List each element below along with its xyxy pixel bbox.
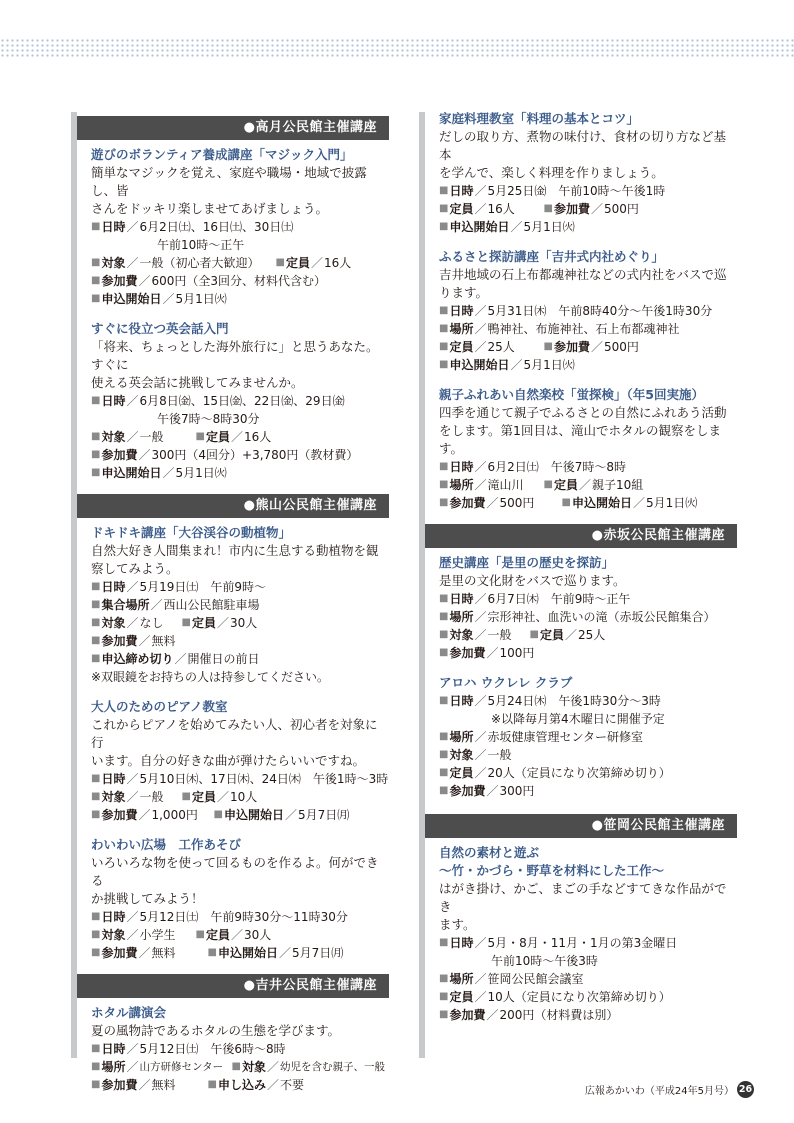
date-row-cont: 午前10時～午後3時 [491, 954, 598, 968]
header-dot-band [0, 38, 794, 58]
cap-row: ■ 定員 ／ 25人 ■ 参加費 ／ 500円 [439, 340, 639, 354]
date-row: ■ 日時 ／ 5月12日㈯ 午前9時30分～11時30分 [91, 910, 348, 924]
fee-row: ■ 参加費 ／ 無料 ■ 申込開始日 ／ 5月7日㈪ [91, 946, 344, 960]
page-number: 26 [737, 1081, 754, 1098]
sasaoka-section-header: ●笹岡公民館主催講座 [425, 814, 737, 838]
course-desc: 吉井地域の石上布都魂神社などの式内社をバスで巡 [439, 267, 727, 282]
date-row: ■ 日時 ／ 6月2日㈯ 午後7時～8時 [439, 460, 627, 474]
course-desc: います。自分の好きな曲が弾けたらいいですね。 [91, 753, 366, 768]
start-row: ■ 申込開始日 ／ 5月1日㈫ [91, 292, 227, 306]
course-firefly-lecture [91, 1004, 389, 1094]
cap-row: ■ 定員 ／ 10人（定員になり次第締め切り） [439, 990, 671, 1004]
page-footer [585, 1081, 754, 1098]
course-desc: 四季を通じて親子でふるさとの自然にふれあう活動 [439, 405, 727, 420]
course-desc: 使える英会話に挑戦してみませんか。 [91, 375, 304, 390]
date-row: ■ 日時 ／ 6月8日㈮、15日㈮、22日㈮、29日㈮ [91, 394, 345, 408]
course-desc: 簡単なマジックを覚え、家庭や職場・地域で披露し、皆 [91, 165, 367, 198]
date-row: ■ 日時 ／ 5月10日㈭、17日㈭、24日㈭ 午後1時～3時 [91, 772, 389, 786]
course-desc: 是里の文化財をバスで巡ります。 [439, 573, 626, 588]
fee-row: ■ 参加費 ／ 300円（4回分）+3,780円（教材費） [91, 448, 359, 462]
place-row: ■ 場所 ／ 赤坂健康管理センター研修室 [439, 730, 644, 744]
course-desc: いろいろな物を使って回るものを作るよ。何ができる [91, 855, 379, 888]
course-cooking [439, 110, 737, 236]
place-row: ■ 場所 ／ 滝山川 ■ 定員 ／ 親子10組 [439, 478, 644, 492]
course-title: すぐに役立つ英会話入門 [91, 321, 229, 336]
course-title: 自然の素材と遊ぶ [439, 845, 540, 860]
course-title: わいわい広場 工作あそび [91, 837, 242, 852]
fee-row: ■ 参加費 ／ 無料 [91, 634, 176, 648]
course-magic [91, 146, 389, 308]
kumayama-section-header: ●熊山公民館主催講座 [77, 494, 389, 518]
course-desc: ります。 [439, 285, 489, 300]
right-column [425, 104, 737, 1036]
course-ukulele [439, 674, 737, 800]
start-row: ■ 申込開始日 ／ 5月1日㈫ [439, 220, 575, 234]
course-title: 歴史講座「是里の歴史を探訪」 [439, 555, 615, 570]
footer-publication: 広報あかいわ（平成24年5月号） [584, 1086, 734, 1097]
cap-row: ■ 定員 ／ 20人（定員になり次第締め切り） [439, 766, 671, 780]
course-piano [91, 698, 389, 824]
fee-row: ■ 参加費 ／ 無料 ■ 申し込み ／ 不要 [91, 1078, 304, 1092]
target-row: ■ 対象 ／ 一般（初心者大歓迎） ■ 定員 ／ 16人 [91, 256, 352, 270]
course-desc: これからピアノを始めてみたい人、初心者を対象に行 [91, 717, 378, 750]
note: ※双眼鏡をお持ちの人は持参してください。 [91, 670, 330, 684]
start-row: ■ 申込開始日 ／ 5月1日㈫ [91, 466, 227, 480]
course-desc: はがき掛け、かご、まごの手などすてきな作品ができ [439, 881, 727, 914]
deadline-row: ■ 申込締め切り ／ 開催日の前日 [91, 652, 260, 666]
date-row-cont: 午後7時～8時30分 [157, 412, 260, 426]
course-desc: だしの取り方、煮物の味付け、食材の切り方など基本 [439, 129, 727, 162]
course-title: 家庭料理教室「料理の基本とコツ」 [439, 111, 640, 126]
course-desc: 自然大好き人間集まれ！市内に生息する動植物を観 [91, 543, 379, 558]
yoshii-section-header: ●吉井公民館主催講座 [77, 974, 389, 998]
left-column [77, 112, 389, 1106]
date-row: ■ 日時 ／ 5月・8月・11月・1月の第3金曜日 [439, 936, 678, 950]
date-row: ■ 日時 ／ 6月7日㈭ 午前9時～正午 [439, 592, 631, 606]
takatsuki-section-header: ●高月公民館主催講座 [77, 116, 389, 140]
date-row: ■ 日時 ／ 5月31日㈭ 午前8時40分～午後1時30分 [439, 304, 713, 318]
date-row-cont: 午前10時～正午 [157, 238, 245, 252]
course-title: 大人のためのピアノ教室 [91, 699, 228, 714]
course-nature-craft [439, 844, 737, 1024]
course-title: ドキドキ講座「大谷渓谷の動植物」 [91, 525, 292, 540]
fee-row: ■ 参加費 ／ 300円 [439, 784, 535, 798]
course-desc: 察してみよう。 [91, 561, 179, 576]
course-shrines [439, 248, 737, 374]
target-row: ■ 対象 ／ 小学生 ■ 定員 ／ 30人 [91, 928, 272, 942]
fee-row: ■ 参加費 ／ 1,000円 ■ 申込開始日 ／ 5月7日㈪ [91, 808, 350, 822]
date-row: ■ 日時 ／ 5月19日㈯ 午前9時～ [91, 580, 267, 594]
target-row: ■ 対象 ／ 一般 [439, 748, 512, 762]
course-title: ふるさと探訪講座「吉井式内社めぐり」 [439, 249, 665, 264]
course-title: 親子ふれあい自然楽校「蛍探検」（年5回実施） [439, 387, 704, 402]
akasaka-section-header: ●赤坂公民館主催講座 [425, 524, 737, 548]
course-history [439, 554, 737, 662]
place-row: ■ 場所 ／ 山方研修センター ■ 対象 ／ 幼児を含む親子、一般 [91, 1060, 385, 1074]
course-craft [91, 836, 389, 962]
date-row: ■ 日時 ／ 6月2日㈯、16日㈯、30日㈯ [91, 220, 294, 234]
course-firefly-explore [439, 386, 737, 512]
course-title: アロハ ウクレレ クラブ [439, 675, 573, 690]
course-desc: か挑戦してみよう！ [91, 891, 204, 906]
place-row: ■ 場所 ／ 笹岡公民館会議室 [439, 972, 584, 986]
cap-row: ■ 定員 ／ 16人 ■ 参加費 ／ 500円 [439, 202, 639, 216]
fee-row: ■ 参加費 ／ 600円（全3回分、材料代含む） [91, 274, 327, 288]
date-row: ■ 日時 ／ 5月12日㈯ 午後6時～8時 [91, 1042, 286, 1056]
target-row: ■ 対象 ／ 一般 ■ 定員 ／ 10人 [91, 790, 258, 804]
course-title: ホタル講演会 [91, 1005, 167, 1020]
date-row: ■ 日時 ／ 5月25日㈮ 午前10時～午後1時 [439, 184, 666, 198]
target-row: ■ 対象 ／ なし ■ 定員 ／ 30人 [91, 616, 258, 630]
target-row: ■ 対象 ／ 一般 ■ 定員 ／ 25人 [439, 628, 606, 642]
start-row: ■ 申込開始日 ／ 5月1日㈫ [439, 358, 575, 372]
course-desc: さんをドッキリ楽しませてあげましょう。 [91, 201, 329, 216]
fee-row: ■ 参加費 ／ 100円 [439, 646, 535, 660]
course-desc: 「将来、ちょっとした海外旅行に」と思うあなた。すぐに [91, 339, 379, 372]
course-otani [91, 524, 389, 686]
fee-row: ■ 参加費 ／ 200円（材料費は別） [439, 1008, 619, 1022]
place-row: ■ 場所 ／ 鴨神社、布施神社、石上布都魂神社 [439, 322, 680, 336]
course-subtitle: ～竹・かづら・野草を材料にした工作～ [439, 863, 665, 878]
date-note: ※以降毎月第4木曜日に開催予定 [491, 712, 665, 726]
place-row: ■ 場所 ／ 宗形神社、血洗いの滝（赤坂公民館集合） [439, 610, 716, 624]
course-title: 遊びのボランティア養成講座「マジック入門」 [91, 147, 353, 162]
target-row: ■ 対象 ／ 一般 ■ 定員 ／ 16人 [91, 430, 272, 444]
course-desc: ます。 [439, 917, 476, 932]
course-english [91, 320, 389, 482]
course-desc: 夏の風物詩であるホタルの生態を学びます。 [91, 1023, 341, 1038]
course-desc: を学んで、楽しく料理を作りましょう。 [439, 165, 664, 180]
fee-row: ■ 参加費 ／ 500円 ■ 申込開始日 ／ 5月1日㈫ [439, 496, 698, 510]
course-desc: をします。第1回目は、滝山でホタルの観察をします。 [439, 423, 721, 456]
date-row: ■ 日時 ／ 5月24日㈭ 午後1時30分～3時 [439, 694, 661, 708]
meeting-row: ■ 集合場所 ／ 西山公民館駐車場 [91, 598, 260, 612]
